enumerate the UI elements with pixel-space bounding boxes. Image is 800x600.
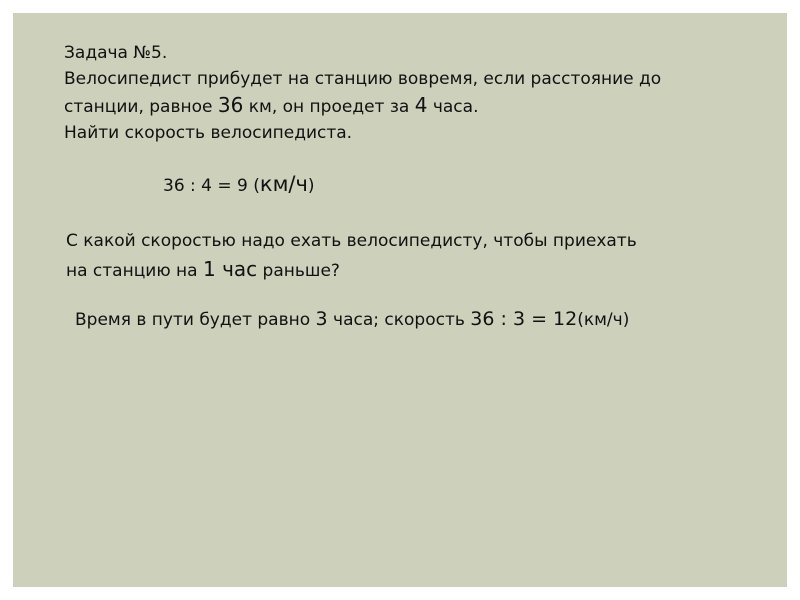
- answer-expression: 36 : 3 = 12: [470, 308, 578, 330]
- slide-background: [13, 13, 787, 587]
- answer-unit: (км/ч): [577, 310, 630, 330]
- problem-line-3: Найти скорость велосипедиста.: [64, 123, 353, 143]
- question-line-1: С какой скоростью надо ехать велосипедисту, чтобы приехать: [66, 231, 637, 251]
- problem-title: Задача №5.: [64, 43, 168, 63]
- answer-line: Время в пути будет равно 3 часа; скорость 36 : 3 = 12(км/ч): [75, 308, 630, 330]
- speed-unit: км/ч: [259, 172, 308, 196]
- hours-value: 4: [414, 93, 428, 117]
- speed-calculation: 36 : 4 = 9 (км/ч): [163, 172, 315, 196]
- distance-value: 36: [217, 93, 244, 117]
- travel-time-value: 3: [315, 308, 328, 330]
- follow-up-question: [66, 227, 637, 285]
- problem-line-2: станции, равное 36 км, он проедет за 4 часа.: [64, 93, 479, 117]
- problem-statement: [64, 40, 661, 146]
- problem-line-1: Велосипедист прибудет на станцию вовремя, если расстояние до: [64, 69, 662, 89]
- question-line-2: на станцию на 1 час раньше?: [66, 257, 340, 281]
- hour-value: 1 час: [203, 257, 258, 281]
